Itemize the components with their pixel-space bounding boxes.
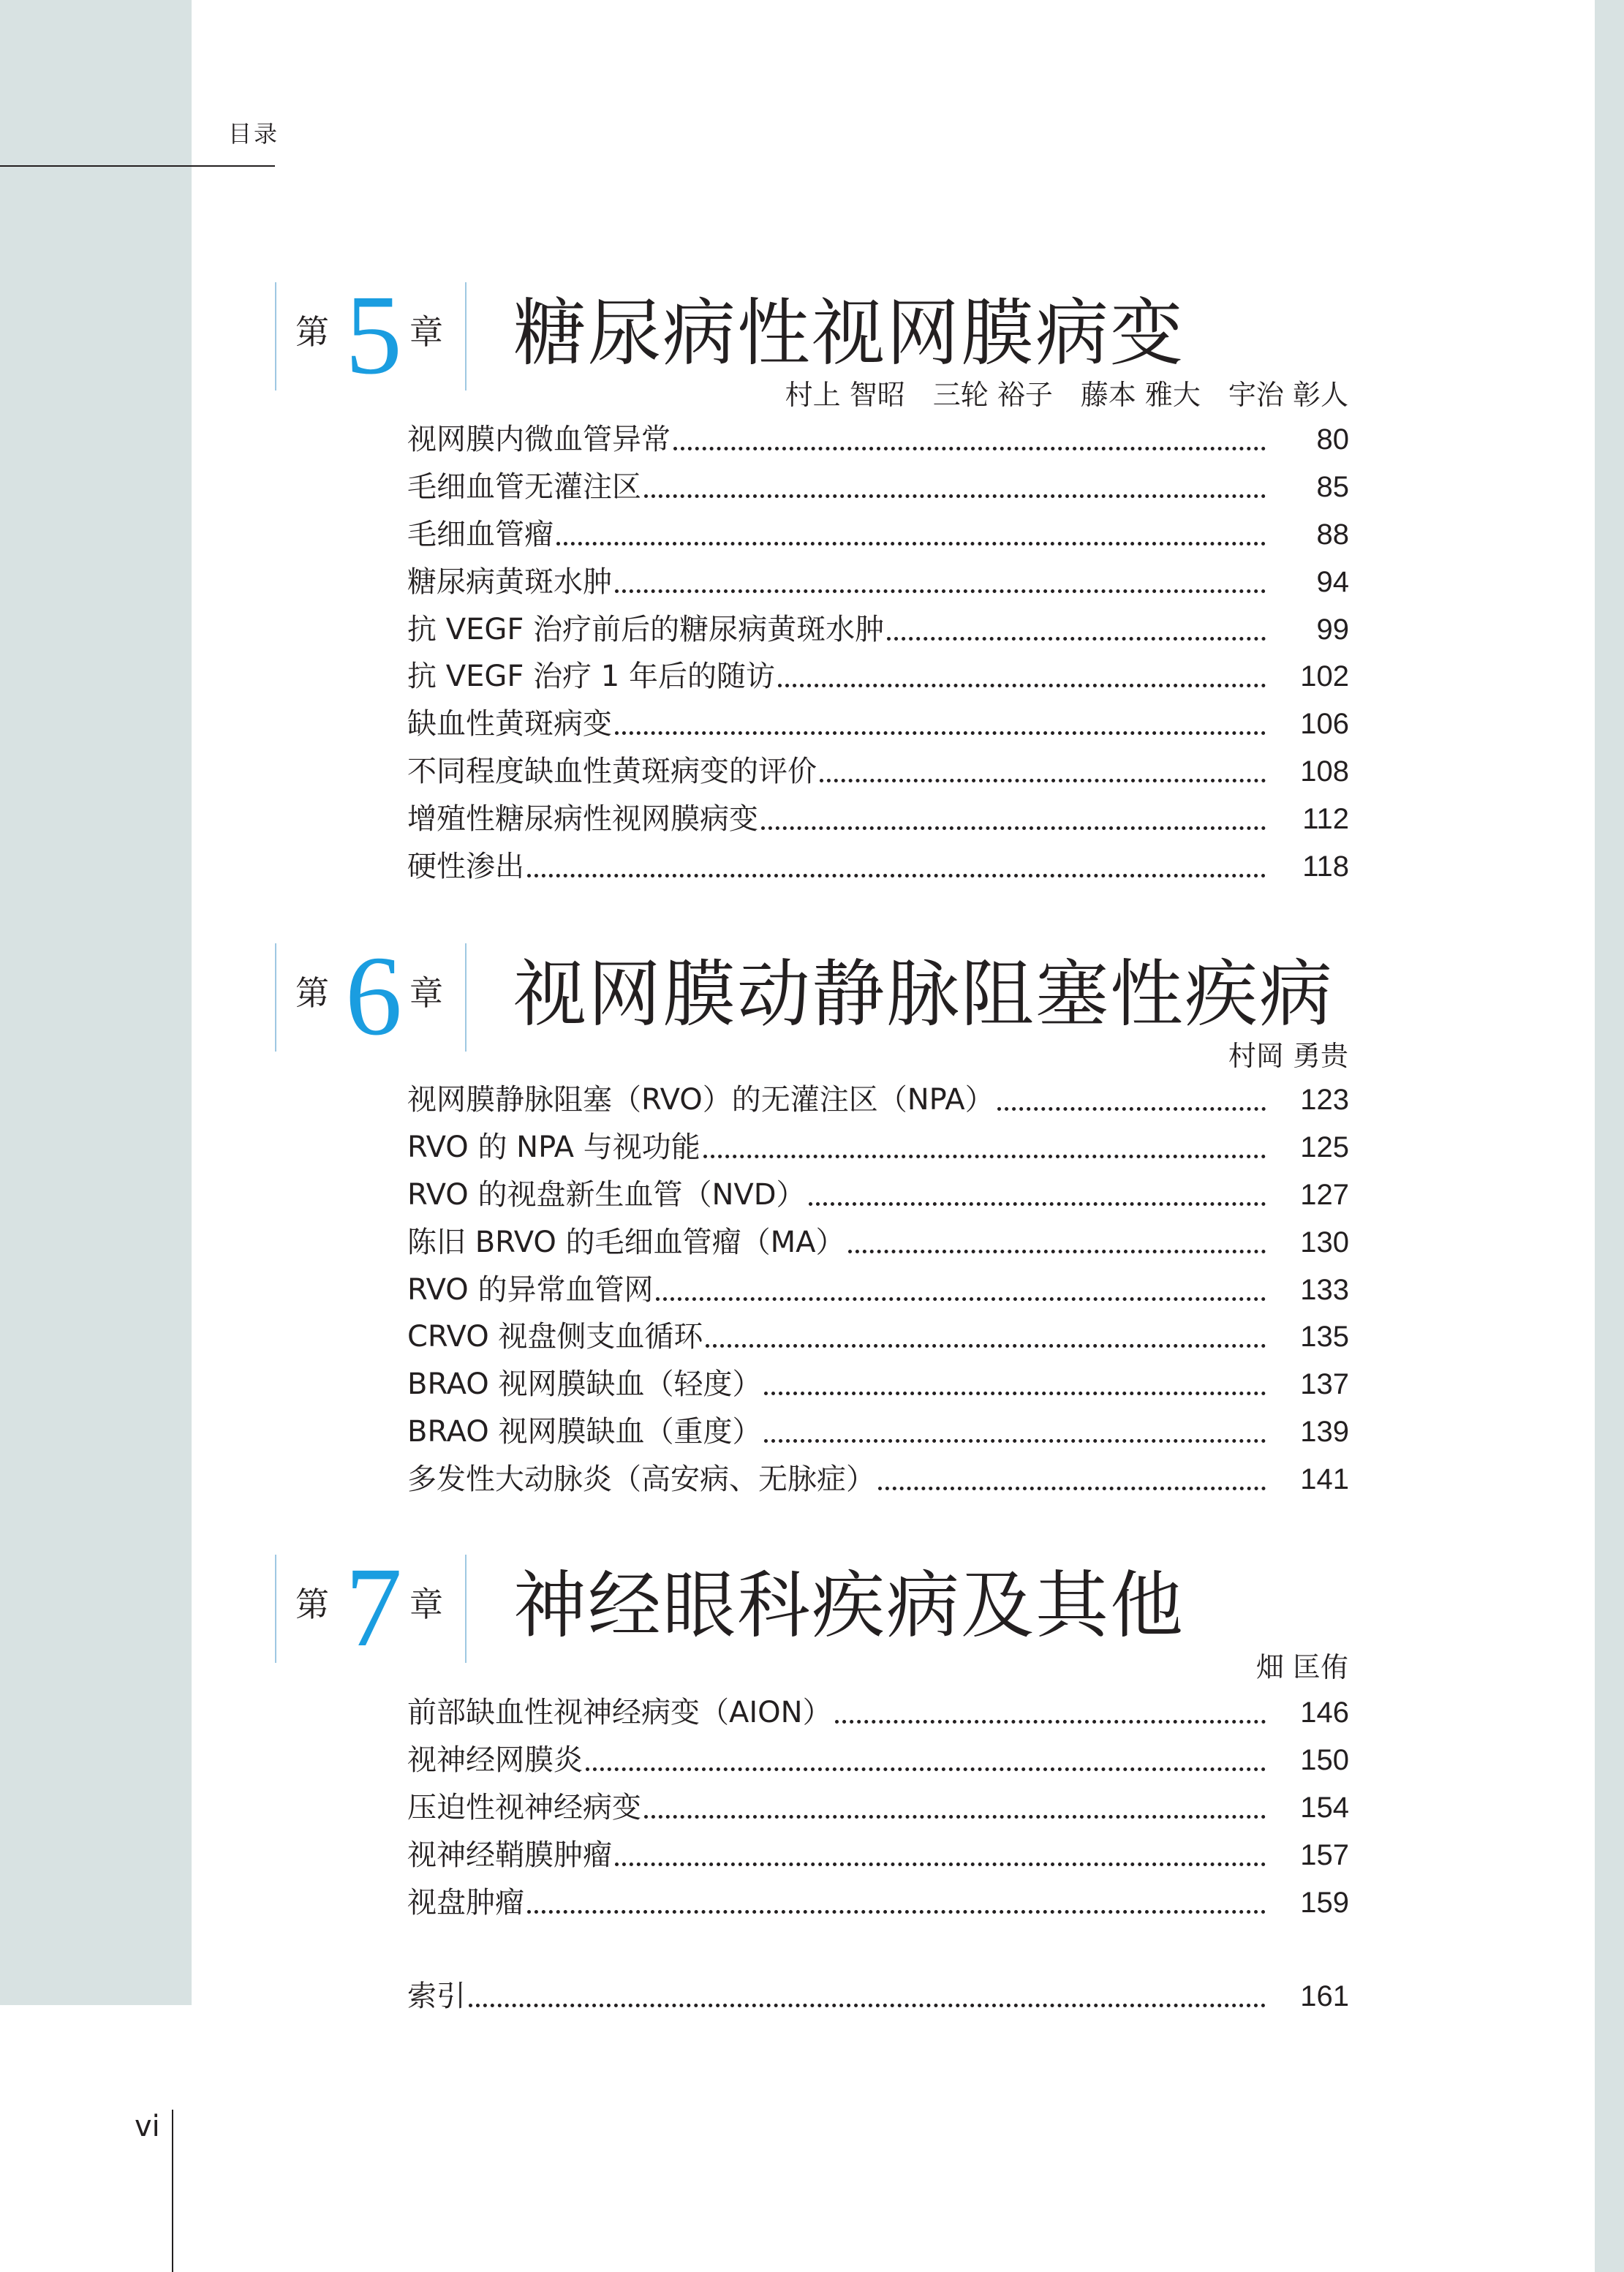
toc-entry[interactable]: [407, 1125, 1349, 1173]
toc-entry-page: 127: [1300, 1178, 1349, 1211]
toc-entry-page: 141: [1300, 1463, 1349, 1496]
toc-entry[interactable]: [407, 418, 1349, 465]
leader-dots: [556, 542, 1266, 546]
toc-entry[interactable]: [407, 797, 1349, 845]
toc-entry-title: CRVO 视盘侧支血循环: [407, 1320, 703, 1354]
toc-entry-title: 硬性渗出: [407, 850, 524, 884]
leader-dots: [527, 874, 1266, 878]
folio-rule: [172, 2110, 173, 2272]
chapter-rule-left: [275, 1555, 276, 1663]
leader-dots: [656, 1297, 1266, 1301]
toc-entry[interactable]: [407, 1457, 1349, 1505]
toc-entry[interactable]: [407, 1691, 1349, 1738]
leader-dots: [887, 637, 1266, 641]
toc-entry-title: 陈旧 BRVO 的毛细血管瘤（MA）: [407, 1225, 845, 1259]
toc-entry-title: 糖尿病黄斑水肿: [407, 565, 612, 599]
toc-entry-page: 133: [1300, 1273, 1349, 1306]
chapter-rule-right: [465, 282, 467, 390]
toc-entry[interactable]: [407, 1410, 1349, 1457]
chapter-number: 6: [345, 932, 402, 1059]
chapter-7-toc: [407, 1691, 1349, 1928]
toc-entry[interactable]: [407, 1881, 1349, 1928]
chapter-number: 7: [345, 1544, 402, 1670]
toc-entry-title: 索引: [407, 1979, 466, 2013]
toc-entry-page: 157: [1300, 1838, 1349, 1871]
toc-entry-page: 99: [1316, 613, 1349, 646]
toc-entry[interactable]: [407, 1315, 1349, 1362]
toc-entry-title: 毛细血管无灌注区: [407, 469, 641, 504]
toc-entry[interactable]: [407, 1833, 1349, 1881]
toc-entry-page: 159: [1300, 1886, 1349, 1919]
toc-entry-page: 154: [1300, 1791, 1349, 1824]
toc-entry[interactable]: [407, 1786, 1349, 1833]
toc-entry-title: 抗 VEGF 治疗 1 年后的随访: [407, 660, 775, 694]
toc-entry[interactable]: [407, 1362, 1349, 1410]
toc-entry-title: 缺血性黄斑病变: [407, 707, 612, 741]
toc-entry-page: 108: [1300, 755, 1349, 788]
chapter-prefix: 第: [295, 1585, 329, 1624]
toc-entry-page: 125: [1300, 1131, 1349, 1163]
toc-entry-title: 视网膜静脉阻塞（RVO）的无灌注区（NPA）: [407, 1083, 994, 1117]
leader-dots: [703, 1155, 1266, 1158]
toc-entry-title: RVO 的异常血管网: [407, 1272, 654, 1307]
leader-dots: [820, 779, 1266, 782]
toc-entry-title: 抗 VEGF 治疗前后的糖尿病黄斑水肿: [407, 612, 885, 646]
toc-entry-page: 135: [1300, 1321, 1349, 1354]
toc-entry-page: 139: [1300, 1416, 1349, 1449]
toc-entry[interactable]: [407, 1220, 1349, 1268]
left-margin-band: [0, 0, 192, 2005]
toc-entry-title: BRAO 视网膜缺血（轻度）: [407, 1367, 762, 1402]
toc-entry-title: 视神经网膜炎: [407, 1743, 583, 1777]
toc-entry[interactable]: [407, 702, 1349, 750]
leader-dots: [527, 1910, 1266, 1914]
toc-entry-page: 102: [1300, 660, 1349, 693]
toc-entry-title: BRAO 视网膜缺血（重度）: [407, 1415, 762, 1449]
chapter-5-authors: 村上 智昭 三轮 裕子 藤本 雅大 宇治 彰人: [785, 379, 1348, 411]
toc-entry-title: 毛细血管瘤: [407, 517, 554, 551]
chapter-suffix: 章: [409, 973, 443, 1013]
leader-dots: [835, 1720, 1266, 1724]
toc-entry-page: 94: [1316, 565, 1349, 598]
chapter-rule-right: [465, 1555, 467, 1663]
toc-entry[interactable]: [407, 560, 1349, 608]
leader-dots: [615, 731, 1266, 735]
toc-entry[interactable]: [407, 608, 1349, 655]
leader-dots: [778, 684, 1266, 687]
toc-entry[interactable]: [407, 654, 1349, 702]
toc-entry-title: RVO 的视盘新生血管（NVD）: [407, 1177, 806, 1212]
toc-entry-page: 85: [1316, 470, 1349, 503]
toc-entry[interactable]: [407, 1268, 1349, 1316]
chapter-6-toc: [407, 1078, 1349, 1505]
leader-dots: [644, 494, 1266, 498]
toc-entry-title: 压迫性视神经病变: [407, 1790, 641, 1824]
toc-entry-page: 112: [1302, 803, 1349, 836]
toc-entry-page: 80: [1316, 423, 1349, 456]
toc-entry-page: 123: [1300, 1084, 1349, 1116]
toc-entry-page: 118: [1302, 850, 1349, 883]
chapter-5-toc: [407, 418, 1349, 892]
leader-dots: [644, 1815, 1266, 1819]
toc-entry[interactable]: [407, 750, 1349, 797]
toc-entry-page: 161: [1300, 1980, 1349, 2012]
leader-dots: [586, 1767, 1266, 1771]
header-rule: [0, 165, 275, 167]
chapter-6-authors: 村岡 勇贵: [1228, 1040, 1348, 1072]
leader-dots: [761, 826, 1266, 830]
leader-dots: [878, 1487, 1266, 1490]
toc-entry[interactable]: [407, 465, 1349, 513]
toc-entry[interactable]: [407, 845, 1349, 892]
chapter-title: 神经眼科疾病及其他: [513, 1563, 1185, 1648]
chapter-7-authors: 畑 匡侑: [1255, 1651, 1348, 1683]
toc-entry[interactable]: [407, 1173, 1349, 1220]
leader-dots: [469, 2004, 1266, 2007]
toc-entry-page: 88: [1316, 518, 1349, 551]
leader-dots: [764, 1439, 1266, 1443]
right-margin-band: [1595, 0, 1624, 2272]
chapter-rule-right: [465, 943, 467, 1052]
chapter-prefix: 第: [295, 312, 329, 352]
page-number: vi: [135, 2110, 160, 2143]
toc-entry-title: 视网膜内微血管异常: [407, 423, 671, 456]
toc-entry-title: 视盘肿瘤: [407, 1885, 524, 1920]
leader-dots: [706, 1344, 1266, 1348]
toc-entry[interactable]: [407, 1738, 1349, 1786]
toc-entry-title: 多发性大动脉炎（高安病、无脉症）: [407, 1463, 875, 1497]
toc-entry-page: 106: [1300, 708, 1349, 741]
toc-entry-title: 前部缺血性视神经病变（AION）: [407, 1696, 832, 1729]
index-toc: [407, 1974, 1349, 2022]
leader-dots: [764, 1392, 1266, 1395]
toc-entry-page: 146: [1300, 1697, 1349, 1729]
leader-dots: [615, 589, 1266, 593]
toc-entry-title: 视神经鞘膜肿瘤: [407, 1838, 612, 1872]
leader-dots: [809, 1202, 1266, 1206]
leader-dots: [997, 1107, 1266, 1111]
toc-entry[interactable]: [407, 513, 1349, 560]
toc-entry[interactable]: [407, 1078, 1349, 1125]
chapter-suffix: 章: [409, 312, 443, 352]
chapter-prefix: 第: [295, 973, 329, 1013]
chapter-suffix: 章: [409, 1585, 443, 1624]
toc-entry-page: 130: [1300, 1226, 1349, 1258]
leader-dots: [848, 1250, 1266, 1253]
chapter-rule-left: [275, 282, 276, 390]
chapter-title: 糖尿病性视网膜病变: [513, 290, 1185, 376]
leader-dots: [615, 1862, 1266, 1866]
toc-entry-title: 不同程度缺血性黄斑病变的评价: [407, 755, 817, 789]
leader-dots: [673, 447, 1266, 450]
toc-entry-page: 137: [1300, 1368, 1349, 1401]
chapter-number: 5: [345, 271, 402, 398]
chapter-title: 视网膜动静脉阻塞性疾病: [513, 951, 1334, 1037]
running-head: 目录: [228, 120, 280, 148]
chapter-rule-left: [275, 943, 276, 1052]
toc-entry-index[interactable]: [407, 1974, 1349, 2022]
toc-entry-title: RVO 的 NPA 与视功能: [407, 1130, 700, 1164]
toc-entry-page: 150: [1300, 1743, 1349, 1776]
toc-entry-title: 增殖性糖尿病性视网膜病变: [407, 802, 758, 837]
